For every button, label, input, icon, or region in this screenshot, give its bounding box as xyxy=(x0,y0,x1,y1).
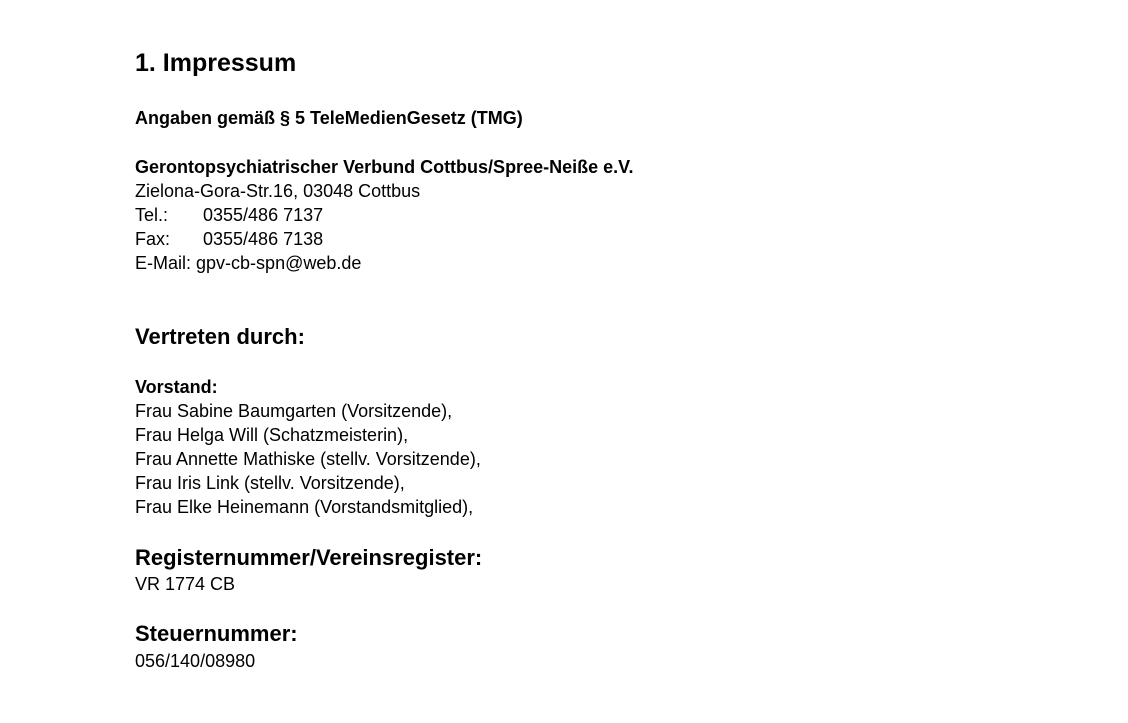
organization-address: Zielona-Gora-Str.16, 03048 Cottbus xyxy=(135,181,421,201)
register-value: VR 1774 CB xyxy=(135,574,236,594)
fax-row xyxy=(135,228,323,250)
register-heading: Registernummer/Vereinsregister: xyxy=(135,545,483,570)
phone-value: 0355/486 7137 xyxy=(203,205,324,225)
board-member: Frau Sabine Baumgarten (Vorsitzende), xyxy=(135,401,453,421)
board-member: Frau Helga Will (Schatzmeisterin), xyxy=(135,425,409,445)
fax-value: 0355/486 7138 xyxy=(203,229,324,249)
tax-value: 056/140/08980 xyxy=(135,651,256,671)
email-label: E-Mail: xyxy=(135,253,192,273)
organization-name: Gerontopsychiatrischer Verbund Cottbus/Spree-Neiße e.V. xyxy=(135,157,634,177)
board-member: Frau Annette Mathiske (stellv. Vorsitzende), xyxy=(135,449,481,469)
email-row xyxy=(135,252,361,274)
tax-heading: Steuernummer: xyxy=(135,621,298,646)
phone-row xyxy=(135,204,323,226)
page-title: 1. Impressum xyxy=(135,49,297,77)
tmg-heading: Angaben gemäß § 5 TeleMedienGesetz (TMG) xyxy=(135,108,523,128)
board-member: Frau Iris Link (stellv. Vorsitzende), xyxy=(135,473,405,493)
email-value: gpv-cb-spn@web.de xyxy=(196,253,362,273)
impressum-page xyxy=(135,0,1095,723)
fax-label: Fax: xyxy=(135,229,171,249)
represented-heading: Vertreten durch: xyxy=(135,324,305,349)
board-member: Frau Elke Heinemann (Vorstandsmitglied), xyxy=(135,497,474,517)
board-label: Vorstand: xyxy=(135,377,218,397)
phone-label: Tel.: xyxy=(135,205,169,225)
